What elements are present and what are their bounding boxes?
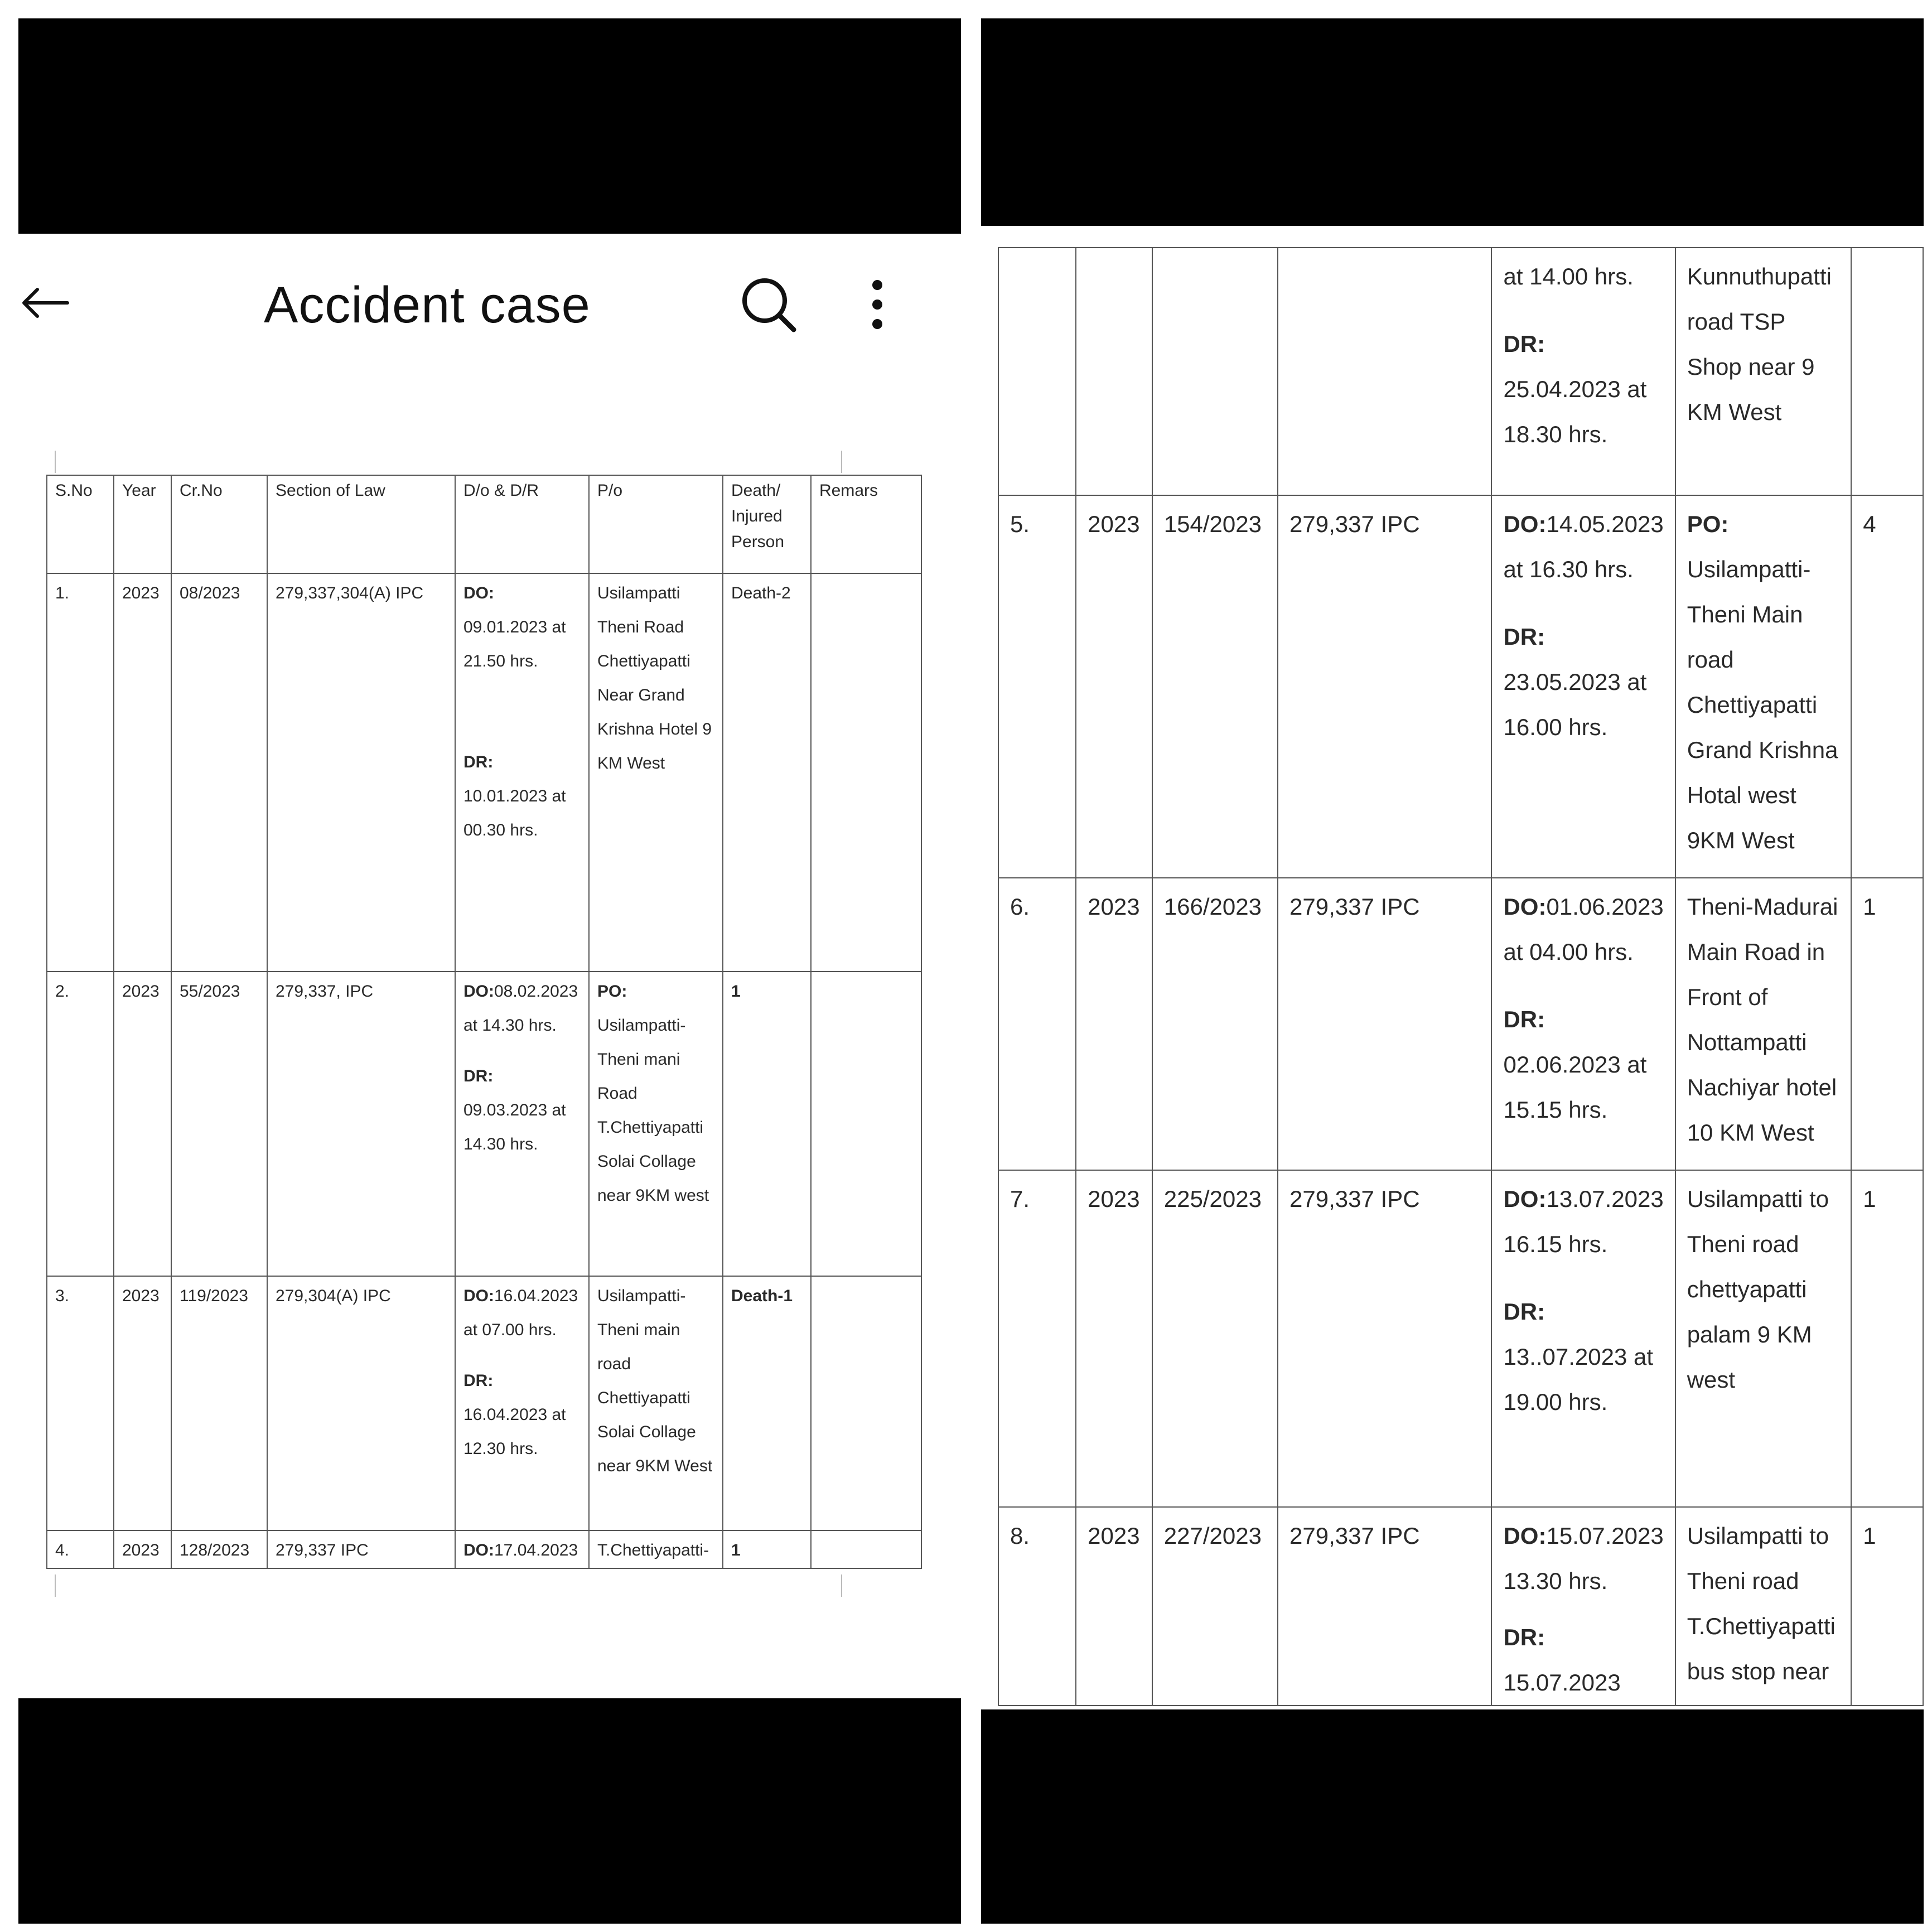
table-row	[998, 495, 1923, 878]
cell-empty	[1152, 248, 1278, 495]
po-text: Usilampatti- Theni mani Road T.Chettiyapatti Solai Collage near 9KM west	[597, 1016, 709, 1205]
do-label: DO:	[1503, 511, 1547, 537]
do-text: 09.01.2023 at 21.50 hrs.	[463, 618, 566, 670]
app-bar	[18, 253, 961, 353]
cell-death: 1	[1851, 1170, 1923, 1507]
cell-year: 2023	[1076, 1507, 1152, 1706]
cell-empty	[1076, 248, 1152, 495]
cell-year: 2023	[114, 573, 171, 972]
cell-death: 1	[1851, 1507, 1923, 1706]
cell-sno: 7.	[998, 1170, 1076, 1507]
column-header: P/o	[589, 475, 723, 573]
do-text: 16.04.2023 at 07.00 hrs.	[463, 1287, 578, 1339]
column-header: D/o & D/R	[455, 475, 589, 573]
cell-section: 279,337 IPC	[267, 1530, 455, 1568]
do-label: DO:	[1503, 1523, 1547, 1549]
redacted-area-top	[981, 18, 1924, 226]
cell-empty	[998, 248, 1076, 495]
cell-do-dr	[1491, 495, 1675, 878]
column-header: S.No	[47, 475, 114, 573]
cell-section: 279,304(A) IPC	[267, 1276, 455, 1530]
cell-place	[589, 972, 723, 1276]
cell-section: 279,337, IPC	[267, 972, 455, 1276]
cell-section: 279,337,304(A) IPC	[267, 573, 455, 972]
dr-label: DR:	[1503, 1006, 1545, 1032]
do-text: 13.07.2023 16.15 hrs.	[1503, 1186, 1664, 1257]
cell-do-dr	[455, 1276, 589, 1530]
cell-place	[1675, 495, 1852, 878]
cell-do-dr	[1491, 1170, 1675, 1507]
dr-text: 02.06.2023 at 15.15 hrs.	[1503, 1051, 1647, 1123]
cell-crno: 154/2023	[1152, 495, 1278, 878]
cell-death: 1	[723, 972, 811, 1276]
cell-remarks	[811, 1530, 921, 1568]
cell-death: 1	[1851, 878, 1923, 1170]
cell-sno: 1.	[47, 573, 114, 972]
table-row-continuation	[998, 248, 1923, 495]
cell-year: 2023	[114, 972, 171, 1276]
accident-case-table-continued	[998, 247, 1924, 1706]
cell-crno: 119/2023	[171, 1276, 267, 1530]
dr-text: 09.03.2023 at 14.30 hrs.	[463, 1101, 566, 1153]
cell-crno: 227/2023	[1152, 1507, 1278, 1706]
cell-year: 2023	[1076, 1170, 1152, 1507]
cell-year: 2023	[114, 1530, 171, 1568]
do-label: DO:	[463, 1287, 494, 1305]
cell-empty	[1278, 248, 1491, 495]
left-screenshot-panel	[18, 18, 961, 1924]
dr-text: 10.01.2023 at 00.30 hrs.	[463, 787, 566, 839]
dr-label: DR:	[463, 753, 494, 771]
dr-label: DR:	[1503, 331, 1545, 357]
page-crop-mark	[841, 1574, 842, 1597]
dr-text: 13..07.2023 at 19.00 hrs.	[1503, 1344, 1654, 1415]
cell-remarks	[811, 972, 921, 1276]
do-text: at 14.00 hrs.	[1503, 263, 1634, 289]
cell-year: 2023	[1076, 878, 1152, 1170]
table-row	[47, 972, 921, 1276]
table-header-row	[47, 475, 921, 573]
column-header: Remars	[811, 475, 921, 573]
page-crop-mark	[55, 1574, 56, 1597]
do-label: DO:	[463, 584, 494, 602]
dr-label: DR:	[463, 1067, 494, 1085]
do-text: 14.05.2023 at 16.30 hrs.	[1503, 511, 1664, 582]
right-screenshot-panel	[981, 18, 1924, 1924]
cell-death: 1	[723, 1530, 811, 1568]
redacted-area-bottom	[18, 1698, 961, 1924]
cell-section: 279,337 IPC	[1278, 1507, 1491, 1706]
page-crop-mark	[841, 451, 842, 473]
cell-do-dr	[1491, 878, 1675, 1170]
cell-remarks	[811, 1276, 921, 1530]
cell-crno: 166/2023	[1152, 878, 1278, 1170]
more-vertical-icon[interactable]	[861, 274, 894, 335]
do-text: 17.04.2023	[494, 1541, 578, 1559]
cell-crno: 225/2023	[1152, 1170, 1278, 1507]
column-header: Year	[114, 475, 171, 573]
cell-place: Kunnuthupatti road TSP Shop near 9 KM West	[1675, 248, 1852, 495]
cell-death: Death-2	[723, 573, 811, 972]
do-text: 08.02.2023 at 14.30 hrs.	[463, 982, 578, 1035]
search-icon[interactable]	[738, 274, 799, 335]
dr-text: 15.07.2023	[1503, 1669, 1621, 1696]
dr-label: DR:	[1503, 624, 1545, 650]
cell-place: Usilampatti- Theni main road Chettiyapatti Solai Collage near 9KM West	[589, 1276, 723, 1530]
dr-text: 23.05.2023 at 16.00 hrs.	[1503, 669, 1647, 740]
cell-sno: 8.	[998, 1507, 1076, 1706]
cell-crno: 08/2023	[171, 573, 267, 972]
cell-crno: 128/2023	[171, 1530, 267, 1568]
po-label: PO:	[597, 982, 627, 1001]
po-label: PO:	[1687, 511, 1729, 537]
accident-case-table	[46, 475, 922, 1569]
po-text: Usilampatti- Theni Main road Chettiyapatti Grand Krishna Hotal west 9KM West	[1687, 556, 1838, 853]
cell-crno: 55/2023	[171, 972, 267, 1276]
cell-place: T.Chettiyapatti-	[589, 1530, 723, 1568]
do-label: DO:	[1503, 893, 1547, 920]
cell-sno: 2.	[47, 972, 114, 1276]
column-header: Death/ Injured Person	[723, 475, 811, 573]
cell-section: 279,337 IPC	[1278, 878, 1491, 1170]
do-text: 01.06.2023 at 04.00 hrs.	[1503, 893, 1664, 965]
dr-label: DR:	[1503, 1624, 1545, 1650]
cell-do-dr	[455, 1530, 589, 1568]
column-header: Section of Law	[267, 475, 455, 573]
table-row	[998, 1507, 1923, 1706]
cell-place: Usilampatti to Theni road chettyapatti palam 9 KM west	[1675, 1170, 1852, 1507]
do-label: DO:	[463, 982, 494, 1001]
table-row	[47, 573, 921, 972]
cell-place: Theni-Madurai Main Road in Front of Nottampatti Nachiyar hotel 10 KM West	[1675, 878, 1852, 1170]
cell-section: 279,337 IPC	[1278, 495, 1491, 878]
cell-sno: 4.	[47, 1530, 114, 1568]
column-header: Cr.No	[171, 475, 267, 573]
cell-year: 2023	[1076, 495, 1152, 878]
table-row	[998, 1170, 1923, 1507]
table-row	[47, 1276, 921, 1530]
cell-sno: 6.	[998, 878, 1076, 1170]
cell-sno: 3.	[47, 1276, 114, 1530]
do-text: 15.07.2023 13.30 hrs.	[1503, 1523, 1664, 1594]
back-arrow-icon[interactable]	[18, 275, 74, 331]
cell-place: Usilampatti to Theni road T.Chettiyapatti bus stop near	[1675, 1507, 1852, 1706]
cell-remarks	[811, 573, 921, 972]
dr-text: 25.04.2023 at 18.30 hrs.	[1503, 376, 1647, 447]
cell-sno: 5.	[998, 495, 1076, 878]
do-label: DO:	[463, 1541, 494, 1559]
cell-death: Death-1	[723, 1276, 811, 1530]
cell-death: 4	[1851, 495, 1923, 878]
cell-do-dr	[455, 573, 589, 972]
redacted-area-top	[18, 18, 961, 234]
cell-do-dr	[1491, 1507, 1675, 1706]
dr-label: DR:	[463, 1371, 494, 1390]
do-label: DO:	[1503, 1186, 1547, 1212]
cell-empty	[1851, 248, 1923, 495]
dr-text: 16.04.2023 at 12.30 hrs.	[463, 1405, 566, 1458]
dr-label: DR:	[1503, 1298, 1545, 1325]
cell-place: Usilampatti Theni Road Chettiyapatti Near Grand Krishna Hotel 9 KM West	[589, 573, 723, 972]
cell-do-dr	[1491, 248, 1675, 495]
table-row	[998, 878, 1923, 1170]
cell-do-dr	[455, 972, 589, 1276]
cell-section: 279,337 IPC	[1278, 1170, 1491, 1507]
redacted-area-bottom	[981, 1709, 1924, 1924]
page-crop-mark	[55, 451, 56, 473]
table-row	[47, 1530, 921, 1568]
page-title: Accident case	[264, 277, 591, 334]
cell-year: 2023	[114, 1276, 171, 1530]
